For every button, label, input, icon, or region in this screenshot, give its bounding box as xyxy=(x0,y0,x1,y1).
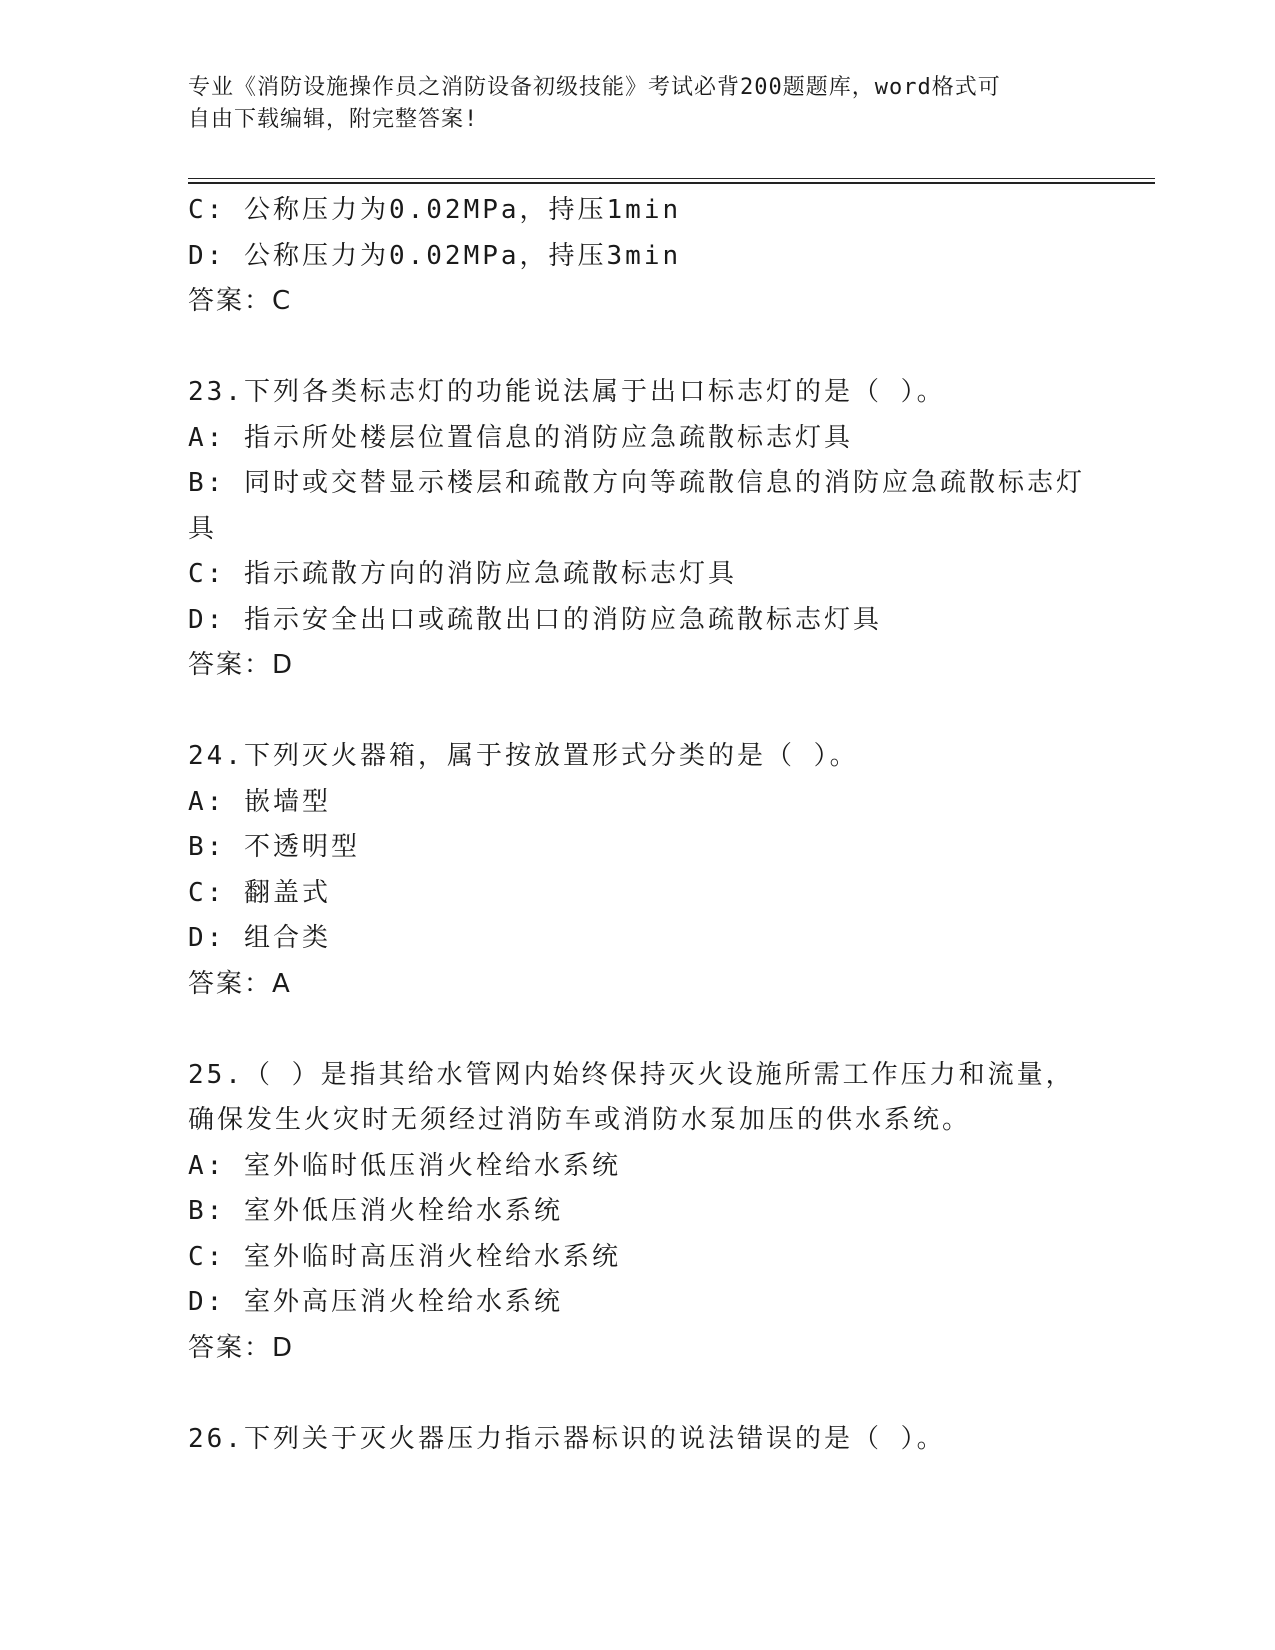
header-divider-thick xyxy=(188,182,1155,184)
q23-question: 23.下列各类标志灯的功能说法属于出口标志灯的是（ ）。 xyxy=(188,377,946,407)
document-body xyxy=(188,188,1088,1462)
q23-option-b: B: 同时或交替显示楼层和疏散方向等疏散信息的消防应急疏散标志灯 xyxy=(188,468,1085,498)
q24-option-a: A: 嵌墙型 xyxy=(188,786,331,817)
q23-option-d: D: 指示安全出口或疏散出口的消防应急疏散标志灯具 xyxy=(188,604,882,635)
q24-option-c: C: 翻盖式 xyxy=(188,877,331,908)
spacer xyxy=(188,1371,1088,1417)
q24-answer: 答案：A xyxy=(188,968,292,999)
q23-option-a: A: 指示所处楼层位置信息的消防应急疏散标志灯具 xyxy=(188,422,853,453)
q25-answer: 答案：D xyxy=(188,1332,295,1363)
spacer xyxy=(188,1007,1088,1053)
q24-option-d: D: 组合类 xyxy=(188,923,331,953)
q25-question: 25.（ ）是指其给水管网内始终保持灭火设施所需工作压力和流量， xyxy=(188,1059,1075,1090)
q22-answer: 答案：C xyxy=(188,286,293,316)
q25-option-b: B: 室外低压消火栓给水系统 xyxy=(188,1196,563,1226)
q24-option-b: B: 不透明型 xyxy=(188,832,360,862)
header-divider-thin xyxy=(188,178,1155,179)
document-header xyxy=(188,72,1088,136)
q26-question: 26.下列关于灭火器压力指示器标识的说法错误的是（ ）。 xyxy=(188,1423,946,1454)
q22-option-d: D: 公称压力为0.02MPa，持压3min xyxy=(188,240,682,271)
q23-answer: 答案：D xyxy=(188,650,295,680)
q25-option-d: D: 室外高压消火栓给水系统 xyxy=(188,1287,563,1317)
q25-question-continued: 确保发生火灾时无须经过消防车或消防水泵加压的供水系统。 xyxy=(188,1105,972,1135)
q24-question: 24.下列灭火器箱，属于按放置形式分类的是（ ）。 xyxy=(188,741,859,771)
spacer xyxy=(188,689,1088,735)
q25-option-c: C: 室外临时高压消火栓给水系统 xyxy=(188,1241,621,1272)
q23-option-c: C: 指示疏散方向的消防应急疏散标志灯具 xyxy=(188,559,737,589)
spacer xyxy=(188,325,1088,371)
header-line-2: 自由下载编辑，附完整答案! xyxy=(188,107,479,132)
header-line-1: 专业《消防设施操作员之消防设备初级技能》考试必背200题题库，word格式可 xyxy=(188,75,1001,100)
q22-option-c: C: 公称压力为0.02MPa，持压1min xyxy=(188,195,682,225)
q25-option-a: A: 室外临时低压消火栓给水系统 xyxy=(188,1150,621,1181)
q23-option-b-continued: 具 xyxy=(188,513,218,544)
